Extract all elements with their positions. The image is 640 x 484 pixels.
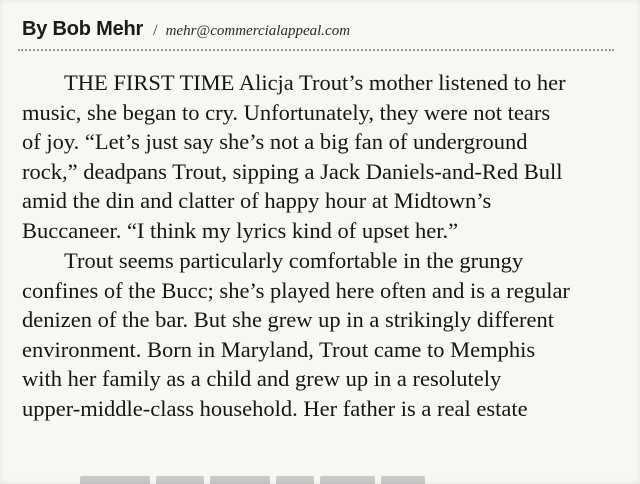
- text-line: rock,” deadpans Trout, sipping a Jack Daniels-and-Red Bull: [22, 158, 563, 184]
- text-line: Buccaneer. “I think my lyrics kind of upset her.”: [22, 217, 459, 243]
- cut-off-next-line: [80, 476, 520, 484]
- text-line: denizen of the bar. But she grew up in a strikingly different: [22, 307, 554, 332]
- text-line: confines of the Bucc; she’s played here often and is a regular: [22, 277, 570, 303]
- text-line: with her family as a child and grew up in a resolutely: [22, 366, 502, 391]
- paragraph-2: [22, 246, 640, 423]
- byline-separator: /: [153, 22, 158, 39]
- byline-divider: [18, 49, 614, 53]
- byline: [22, 18, 350, 46]
- author-name: By Bob Mehr: [22, 18, 144, 40]
- text-line: amid the din and clatter of happy hour at Midtown’s: [22, 188, 492, 213]
- article-body: [22, 68, 640, 423]
- text-line: music, she began to cry. Unfortunately, they were not tears: [22, 99, 551, 125]
- text-line: of joy. “Let’s just say she’s not a big fan of underground: [22, 129, 528, 154]
- text-line: Trout seems particularly comfortable in the grungy: [64, 248, 524, 273]
- text-line: THE FIRST TIME Alicja Trout’s mother listened to her: [64, 70, 566, 95]
- paragraph-1: [22, 68, 640, 245]
- text-line: upper-middle-class household. Her father is a real estate: [22, 395, 528, 421]
- text-line: environment. Born in Maryland, Trout came to Memphis: [22, 336, 536, 362]
- author-email: mehr@commercialappeal.com: [165, 23, 351, 39]
